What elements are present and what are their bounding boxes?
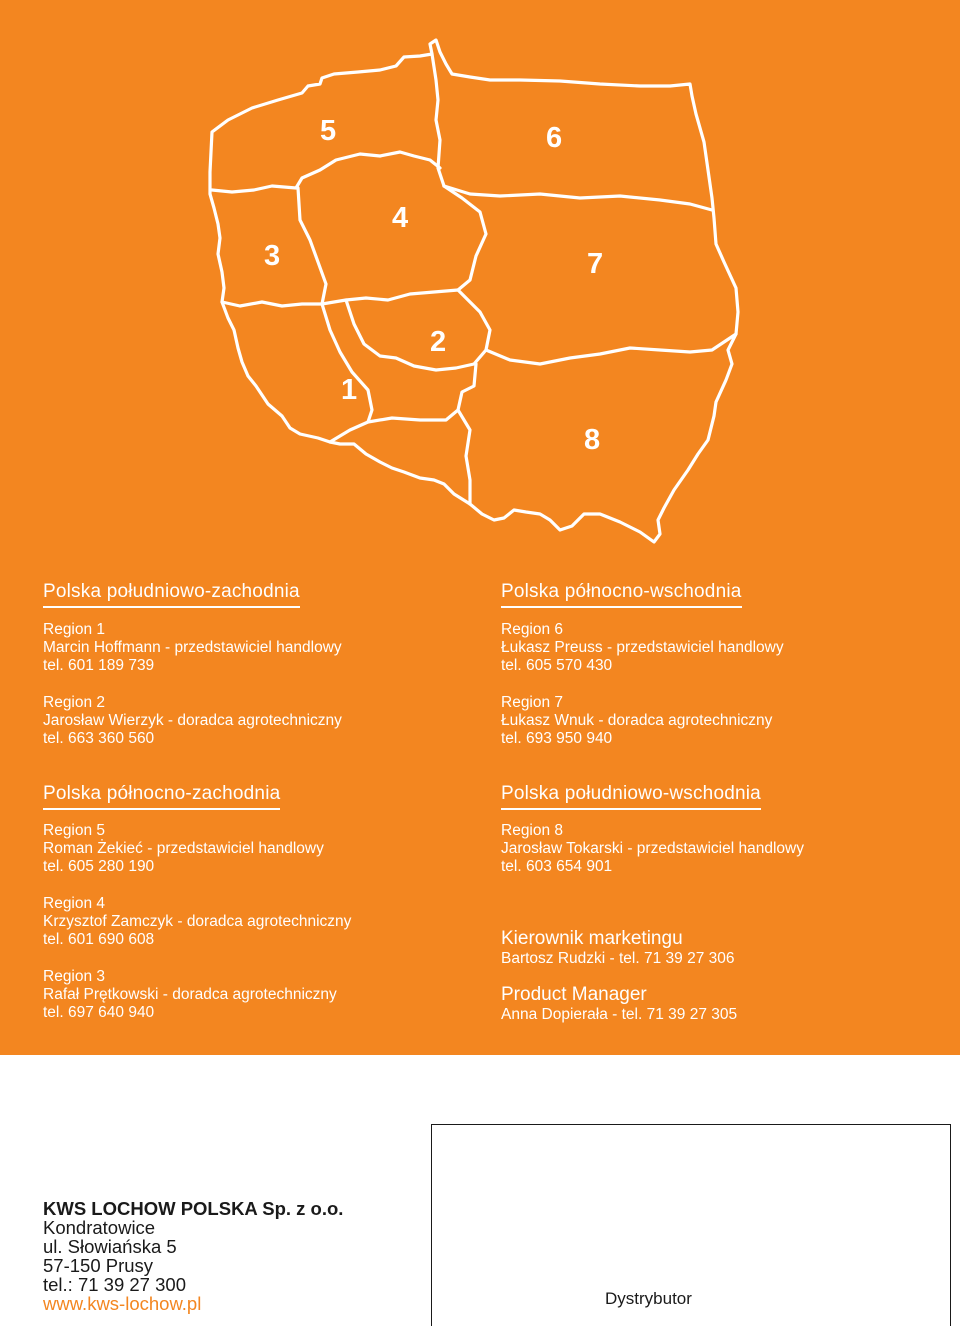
person-name: Marcin Hoffmann - przedstawiciel handlowy xyxy=(43,639,342,656)
company-phone: tel.: 71 39 27 300 xyxy=(43,1274,186,1295)
phone-number: tel. 693 950 940 xyxy=(501,730,613,747)
contact-region-1 xyxy=(43,621,342,675)
address-line-3: 57-150 Prusy xyxy=(43,1255,154,1276)
section-title-northeast: Polska północno-wschodnia xyxy=(501,581,742,608)
person-name: Łukasz Preuss - przedstawiciel handlowy xyxy=(501,639,784,656)
contact-region-6 xyxy=(501,621,784,675)
phone-number: tel. 601 690 608 xyxy=(43,931,155,948)
person-name: Roman Żekieć - przedstawiciel handlowy xyxy=(43,840,324,857)
region-label: Region 1 xyxy=(43,621,106,638)
region-number-2: 2 xyxy=(430,326,447,358)
map-outer-border xyxy=(210,40,738,542)
contact-region-8 xyxy=(501,822,804,876)
region-label: Region 7 xyxy=(501,694,564,711)
section-southeast xyxy=(501,783,761,810)
address-line-2: ul. Słowiańska 5 xyxy=(43,1236,177,1257)
region-label: Region 6 xyxy=(501,621,564,638)
map-border-4-2 xyxy=(322,290,458,304)
region-number-3: 3 xyxy=(264,240,281,272)
phone-number: tel. 663 360 560 xyxy=(43,730,155,747)
map-border-4-7 xyxy=(444,186,486,290)
phone-number: tel. 605 570 430 xyxy=(501,657,613,674)
phone-number: tel. 601 189 739 xyxy=(43,657,155,674)
map-border-5-3 xyxy=(212,152,440,192)
section-northwest xyxy=(43,783,280,810)
map-border-6-7 xyxy=(444,186,712,210)
contact-marketing xyxy=(501,928,735,968)
region-number-5: 5 xyxy=(320,115,337,147)
phone-number: tel. 697 640 940 xyxy=(43,1004,155,1021)
company-name: KWS LOCHOW POLSKA Sp. z o.o. xyxy=(43,1198,344,1219)
marketing-title: Kierownik marketingu xyxy=(501,928,683,949)
poland-regions-map xyxy=(0,0,960,560)
section-title-southwest: Polska południowo-zachodnia xyxy=(43,581,300,608)
marketing-person: Bartosz Rudzki - tel. 71 39 27 306 xyxy=(501,950,735,967)
company-website-link[interactable]: www.kws-lochow.pl xyxy=(43,1293,202,1314)
section-northeast xyxy=(501,581,742,608)
region-number-8: 8 xyxy=(584,424,601,456)
phone-number: tel. 603 654 901 xyxy=(501,858,613,875)
region-label: Region 5 xyxy=(43,822,106,839)
map-border-3-4 xyxy=(298,188,326,304)
map-border-8-left xyxy=(458,410,470,504)
region-label: Region 2 xyxy=(43,694,106,711)
section-title-northwest: Polska północno-zachodnia xyxy=(43,783,280,810)
region-number-6: 6 xyxy=(546,122,563,154)
contact-region-2 xyxy=(43,694,342,748)
map-border-5-6 xyxy=(432,54,444,186)
phone-number: tel. 605 280 190 xyxy=(43,858,155,875)
contact-region-5 xyxy=(43,822,324,876)
map-border-7-8 xyxy=(486,334,736,364)
contact-region-4 xyxy=(43,895,351,949)
distributor-label: Dystrybutor xyxy=(605,1289,692,1308)
contact-region-3 xyxy=(43,968,337,1022)
section-title-southeast: Polska południowo-wschodnia xyxy=(501,783,761,810)
product-manager-person: Anna Dopierała - tel. 71 39 27 305 xyxy=(501,1006,738,1023)
region-number-4: 4 xyxy=(392,202,409,234)
person-name: Łukasz Wnuk - doradca agrotechniczny xyxy=(501,712,773,729)
contact-region-7 xyxy=(501,694,772,748)
region-label: Region 8 xyxy=(501,822,564,839)
person-name: Jarosław Wierzyk - doradca agrotechniczny xyxy=(43,712,342,729)
region-number-7: 7 xyxy=(587,248,604,280)
product-manager-title: Product Manager xyxy=(501,984,647,1005)
region-label: Region 4 xyxy=(43,895,106,912)
company-address xyxy=(43,1199,343,1313)
map-border-2 xyxy=(346,290,490,370)
address-line-1: Kondratowice xyxy=(43,1217,156,1238)
person-name: Rafał Prętkowski - doradca agrotechniczny xyxy=(43,986,337,1003)
contact-product-manager xyxy=(501,984,737,1024)
map-border-3-1 xyxy=(222,302,322,306)
person-name: Jarosław Tokarski - przedstawiciel handlowy xyxy=(501,840,804,857)
section-southwest xyxy=(43,581,300,608)
region-number-1: 1 xyxy=(341,374,358,406)
region-label: Region 3 xyxy=(43,968,106,985)
person-name: Krzysztof Zamczyk - doradca agrotechniczny xyxy=(43,913,352,930)
